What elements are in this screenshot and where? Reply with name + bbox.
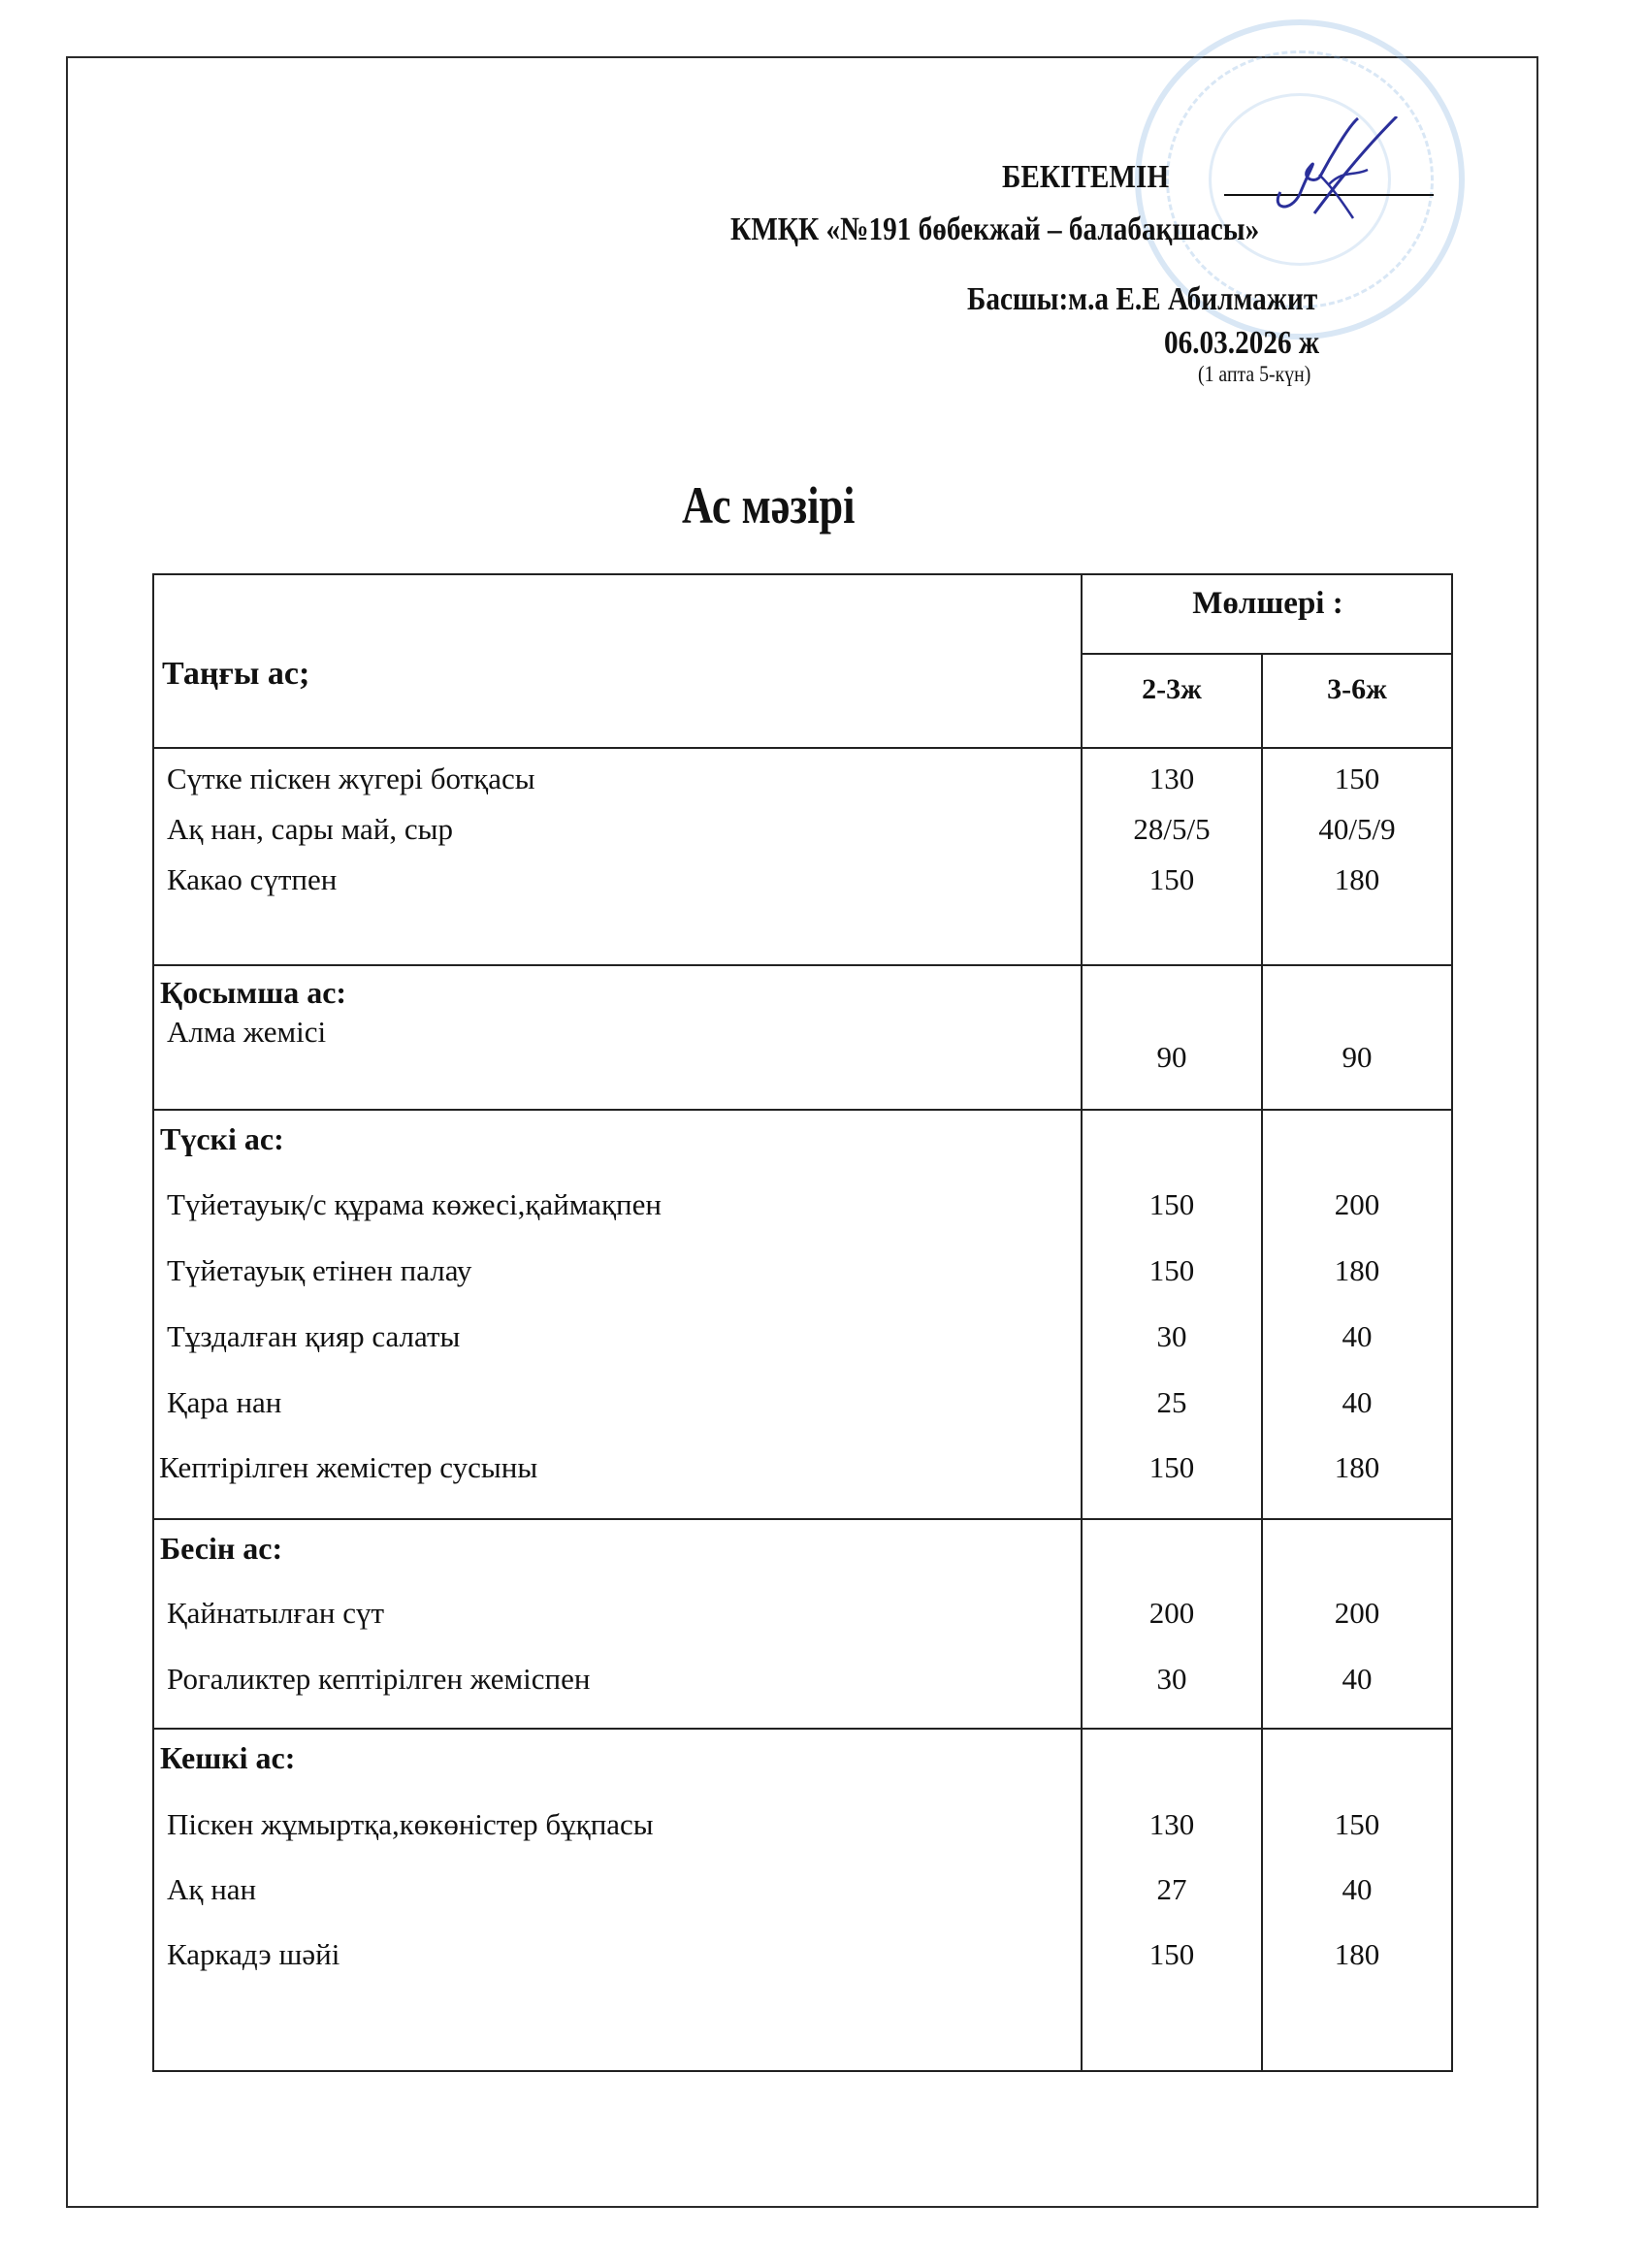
amount-3-6: 40/5/9 [1318, 812, 1396, 846]
section-title: Түскі ас: [160, 1121, 284, 1156]
section-title: Қосымша ас: [160, 975, 347, 1010]
dish-name: Тұздалған қияр салаты [167, 1319, 461, 1353]
amount-3-6: 180 [1334, 1253, 1380, 1287]
section-title: Кешкі ас: [160, 1740, 296, 1775]
amount-3-6: 200 [1334, 1596, 1380, 1630]
amount-2-3: 30 [1156, 1319, 1187, 1353]
amount-2-3: 90 [1156, 1040, 1187, 1074]
signature-icon [1261, 116, 1406, 223]
amount-2-3: 30 [1156, 1662, 1187, 1696]
amount-3-6: 40 [1342, 1319, 1373, 1353]
amount-3-6: 150 [1334, 761, 1380, 795]
header-bottom-line [152, 747, 1453, 749]
dish-name: Каркадэ шәйі [167, 1937, 340, 1971]
section-line [152, 1518, 1453, 1520]
amount-3-6: 40 [1342, 1872, 1373, 1906]
dish-name: Түйетауық етінен палау [167, 1253, 472, 1287]
amount-2-3: 150 [1148, 1450, 1195, 1484]
amount-2-3: 150 [1148, 1187, 1195, 1221]
amount-3-6: 180 [1334, 862, 1380, 896]
amount-3-6: 180 [1334, 1937, 1380, 1971]
amount-2-3: 28/5/5 [1133, 812, 1211, 846]
head-name: Басшы:м.а Е.Е Абилмажит [967, 281, 1318, 317]
amount-3-6: 40 [1342, 1385, 1373, 1419]
table-border-left [152, 573, 154, 2072]
section-title: Бесін ас: [160, 1531, 283, 1566]
amount-2-3: 200 [1148, 1596, 1195, 1630]
header-split-line [1081, 653, 1453, 655]
section-line [152, 1728, 1453, 1730]
page-title: Ас мәзірі [682, 476, 856, 535]
amount-header: Мөлшері : [1192, 586, 1343, 621]
dish-name: Какао сүтпен [167, 862, 338, 896]
amount-3-6: 40 [1342, 1662, 1373, 1696]
amount-2-3: 150 [1148, 1937, 1195, 1971]
amount-2-3: 130 [1148, 761, 1195, 795]
dish-name: Алма жемісі [167, 1015, 327, 1049]
amount-2-3: 27 [1156, 1872, 1187, 1906]
column-header-3-6: 3-6ж [1327, 673, 1387, 705]
amount-2-3: 130 [1148, 1807, 1195, 1841]
amount-2-3: 25 [1156, 1385, 1187, 1419]
section-line [152, 964, 1453, 966]
amount-2-3: 150 [1148, 1253, 1195, 1287]
approval-date: 06.03.2026 ж [1164, 325, 1320, 361]
section-line [152, 1109, 1453, 1111]
amount-2-3: 150 [1148, 862, 1195, 896]
dish-name: Қайнатылған сүт [167, 1596, 385, 1630]
week-day-label: (1 апта 5-күн) [1198, 362, 1311, 386]
table-border-top [152, 573, 1453, 575]
dish-name: Рогаликтер кептірілген жеміспен [167, 1662, 591, 1696]
amount-3-6: 180 [1334, 1450, 1380, 1484]
amount-3-6: 150 [1334, 1807, 1380, 1841]
breakfast-header: Таңғы ас; [162, 656, 310, 692]
dish-name: Түйетауық/с құрама көжесі,қаймақпен [167, 1187, 662, 1221]
amount-3-6: 200 [1334, 1187, 1380, 1221]
dish-name: Ақ нан, сары май, сыр [167, 812, 453, 846]
amount-3-6: 90 [1342, 1040, 1373, 1074]
dish-name: Піскен жұмыртқа,көкөністер бұқпасы [167, 1807, 654, 1841]
approve-label: БЕКІТЕМІН [1002, 159, 1170, 195]
column-header-2-3: 2-3ж [1142, 673, 1202, 705]
dish-name: Ақ нан [167, 1872, 257, 1906]
dish-name: Сүтке піскен жүгері ботқасы [167, 761, 535, 795]
organization-name: КМҚК «№191 бөбекжай – балабақшасы» [730, 211, 1260, 247]
table-border-bottom [152, 2070, 1453, 2072]
dish-name: Кептірілген жемістер сусыны [159, 1450, 538, 1484]
dish-name: Қара нан [167, 1385, 282, 1419]
